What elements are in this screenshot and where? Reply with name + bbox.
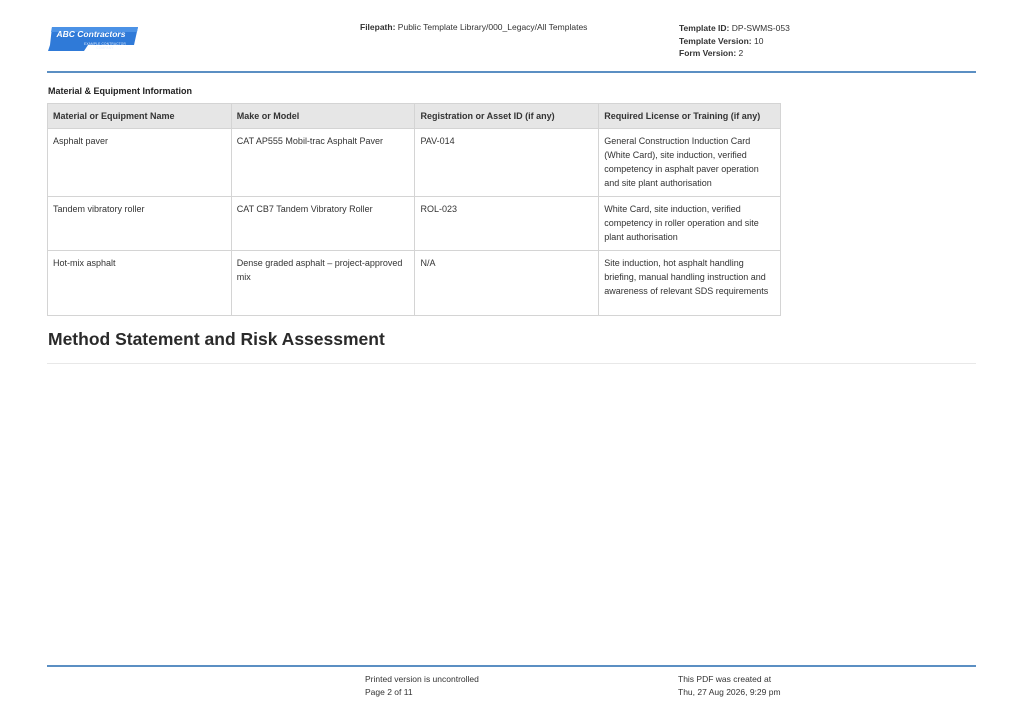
- template-id-value: DP-SWMS-053: [731, 23, 790, 33]
- section-title: Material & Equipment Information: [48, 86, 193, 96]
- column-header: Material or Equipment Name: [48, 104, 232, 129]
- page-number: Page 2 of 11: [365, 686, 413, 697]
- template-version-line: [679, 35, 790, 48]
- form-version-label: Form Version:: [679, 48, 737, 58]
- form-version-line: [679, 47, 790, 60]
- footer-created-info: [678, 673, 781, 698]
- table-cell: Asphalt paver: [48, 129, 232, 197]
- table-cell: General Construction Induction Card (White Card), site induction, verified competency in asphalt paver operation and site plant authorisation: [599, 129, 781, 197]
- table-cell: N/A: [415, 251, 599, 316]
- equipment-table: [47, 103, 781, 316]
- column-header: Make or Model: [231, 104, 415, 129]
- filepath-label: Filepath:: [360, 22, 396, 32]
- header-template-meta: [679, 22, 790, 60]
- template-id-line: [679, 22, 790, 35]
- template-version-value: 10: [753, 35, 764, 46]
- column-header: Required License or Training (if any): [599, 104, 781, 129]
- table-cell: Hot-mix asphalt: [48, 251, 232, 316]
- form-version-value: 2: [738, 48, 744, 58]
- section-divider: [47, 363, 976, 364]
- method-statement-title: Method Statement and Risk Assessment: [48, 329, 385, 349]
- footer-print-info: [365, 673, 479, 698]
- table-cell: CAT AP555 Mobil-trac Asphalt Paver: [231, 129, 415, 197]
- created-label: This PDF was created at: [678, 674, 772, 684]
- table-cell: White Card, site induction, verified competency in roller operation and site plant authorisation: [599, 197, 781, 251]
- table-cell: Tandem vibratory roller: [48, 197, 232, 251]
- filepath-value: Public Template Library/000_Legacy/All Templates: [397, 22, 588, 32]
- uncontrolled-notice: Printed version is uncontrolled: [365, 674, 479, 684]
- table-cell: Site induction, hot asphalt handling briefing, manual handling instruction and awareness of relevant SDS requirements: [599, 251, 781, 316]
- table-cell: Dense graded asphalt – project-approved mix: [231, 251, 415, 316]
- logo-subtext: EXAMPLE CONTRACTOR COMPANY: [84, 42, 126, 50]
- logo-text: ABC Contractors: [56, 29, 126, 39]
- table-row: [48, 251, 781, 316]
- header-divider: [47, 71, 976, 73]
- table-row: [48, 129, 781, 197]
- footer-divider: [47, 665, 976, 667]
- template-id-label: Template ID:: [679, 23, 730, 33]
- table-row: [48, 197, 781, 251]
- company-logo: [48, 25, 140, 53]
- template-version-label: Template Version:: [679, 35, 752, 46]
- table-cell: ROL-023: [415, 197, 599, 251]
- table-cell: PAV-014: [415, 129, 599, 197]
- table-header-row: [48, 104, 781, 129]
- column-header: Registration or Asset ID (if any): [415, 104, 599, 129]
- created-timestamp: Thu, 27 Aug 2026, 9:29 pm: [678, 686, 781, 697]
- table-cell: CAT CB7 Tandem Vibratory Roller: [231, 197, 415, 251]
- header-filepath: [360, 22, 587, 32]
